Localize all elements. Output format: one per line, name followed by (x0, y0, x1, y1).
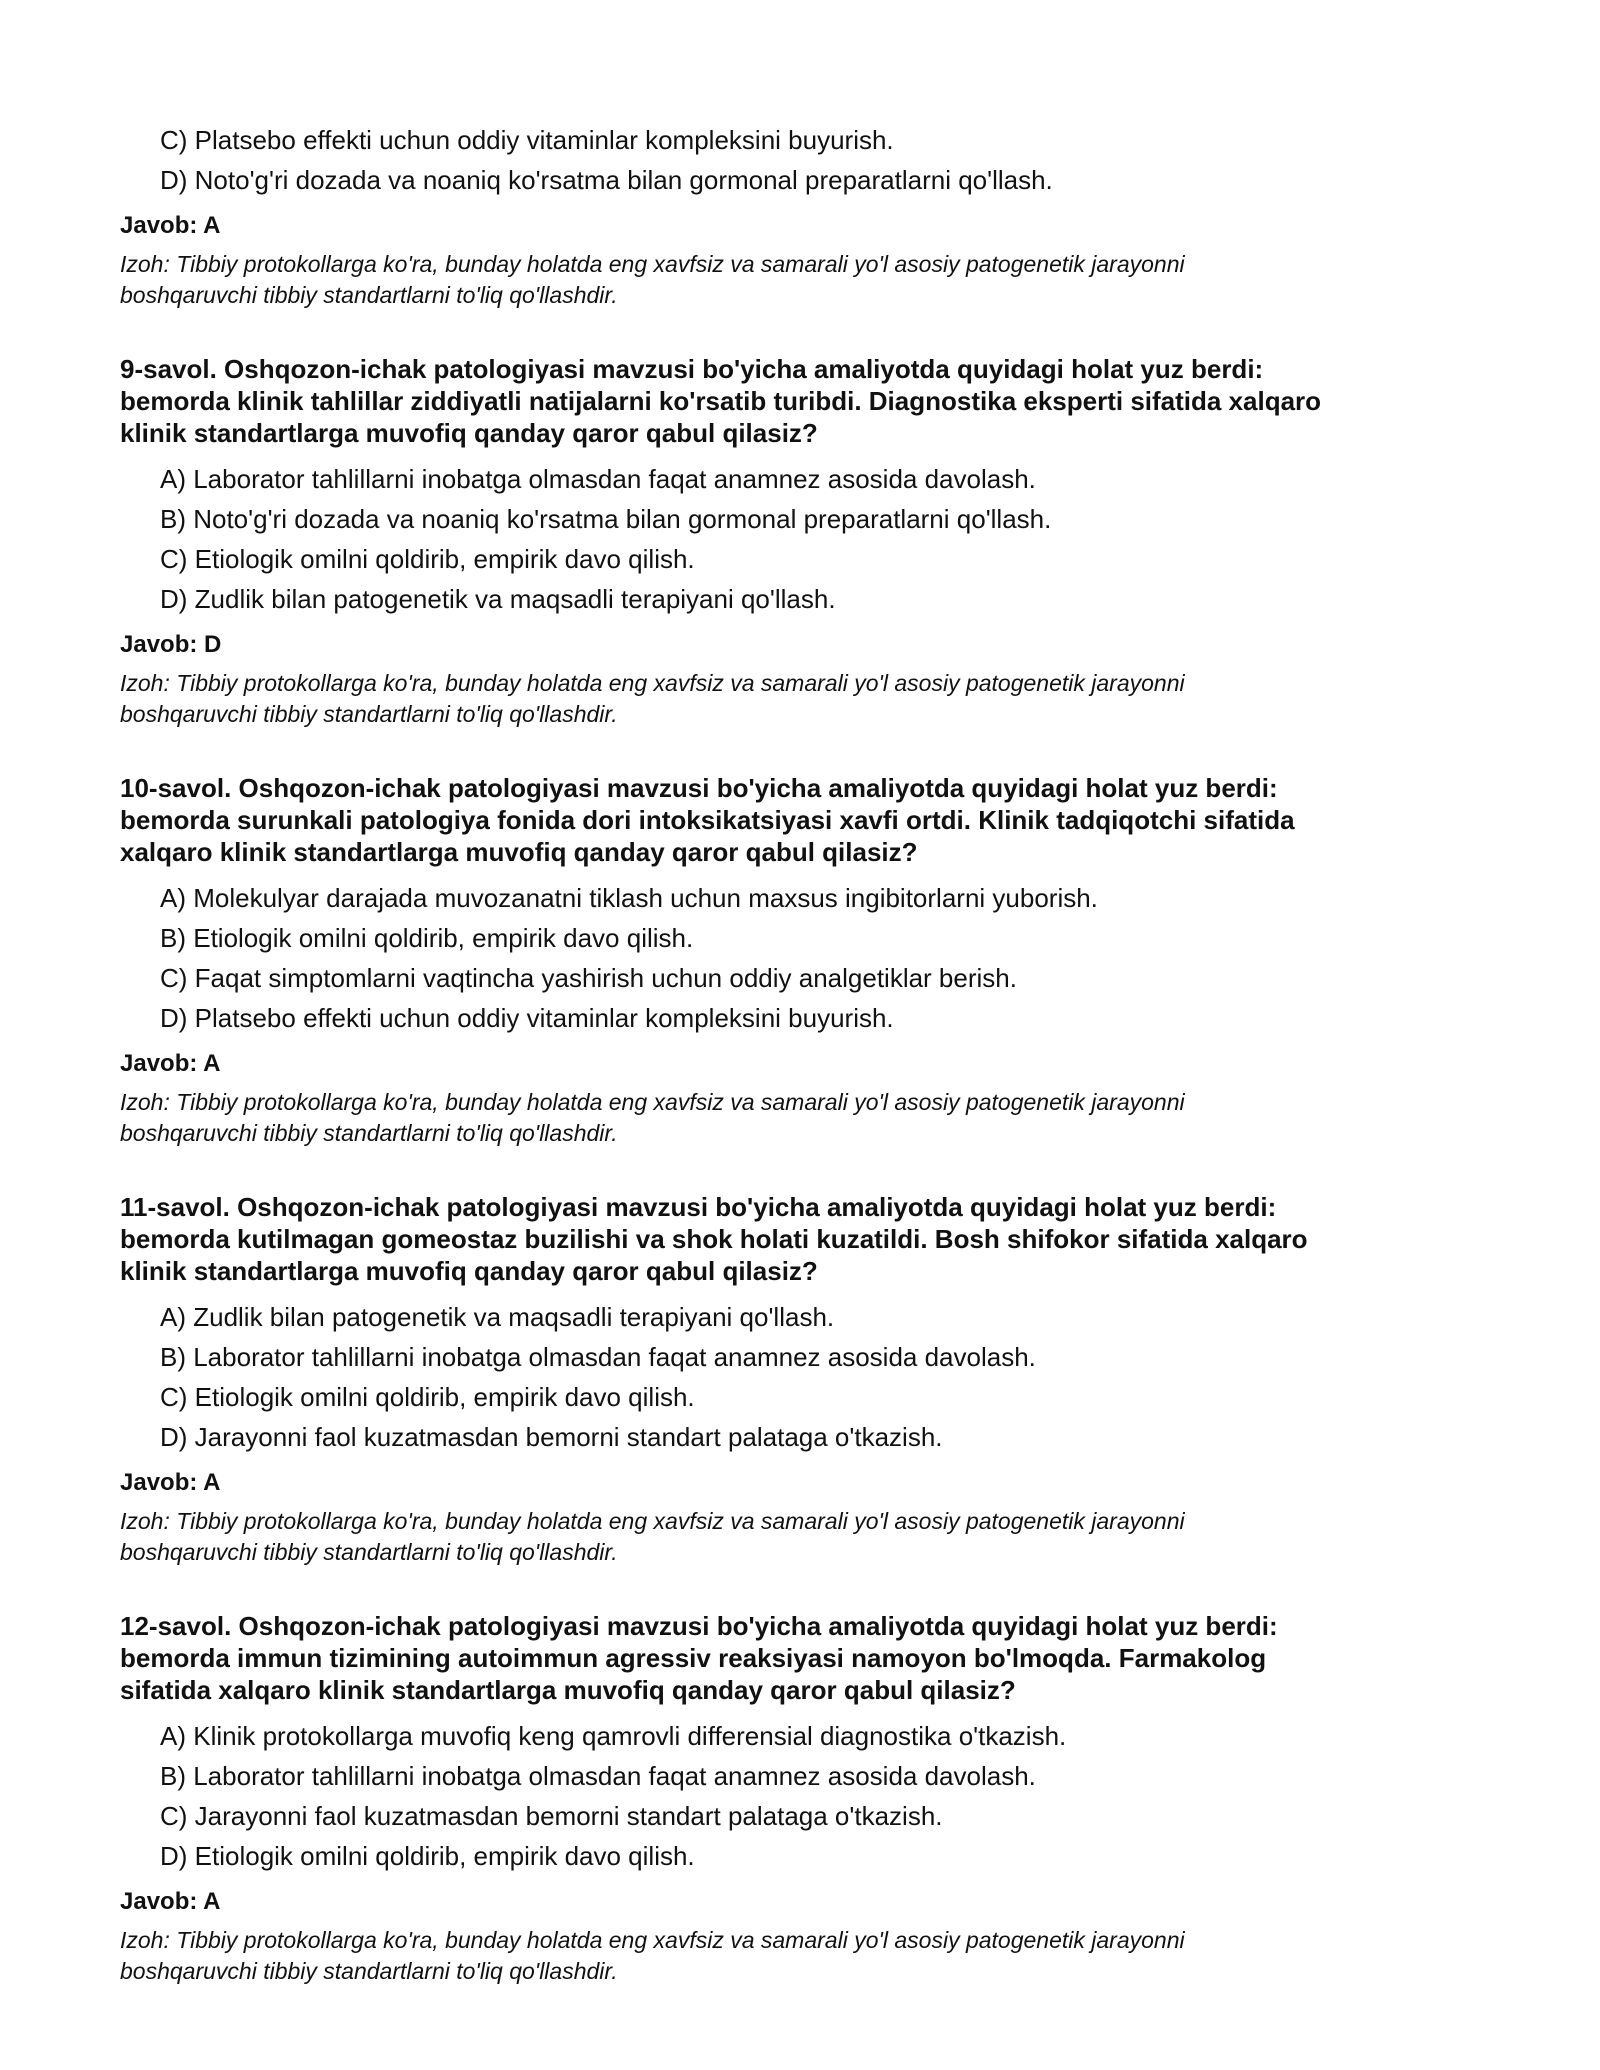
question-title-line: 12-savol. Oshqozon-ichak patologiyasi mavzusi bo'yicha amaliyotda quyidagi holat yuz berdi: (120, 1611, 1278, 1641)
answer-option: D) Etiologik omilni qoldirib, empirik davo qilish. (160, 1841, 695, 1871)
question-title-line: 10-savol. Oshqozon-ichak patologiyasi mavzusi bo'yicha amaliyotda quyidagi holat yuz berdi: (120, 773, 1278, 803)
question-title (120, 353, 1480, 449)
explanation-note (120, 249, 1480, 311)
explanation-line: boshqaruvchi tibbiy standartlarni to'liq qo'llashdir. (120, 1120, 618, 1146)
answer-option: D) Zudlik bilan patogenetik va maqsadli terapiyani qo'llash. (160, 584, 836, 614)
answer-option: C) Jarayonni faol kuzatmasdan bemorni standart palataga o'tkazish. (160, 1801, 943, 1831)
question-title-line: bemorda klinik tahlillar ziddiyatli natijalarni ko'rsatib turibdi. Diagnostika eksperti sifatida xalqaro (120, 386, 1322, 416)
correct-answer: Javob: D (120, 631, 222, 658)
question-12 (120, 1610, 1480, 1987)
question-title-line: xalqaro klinik standartlarga muvofiq qanday qaror qabul qilasiz? (120, 837, 918, 867)
question-title (120, 772, 1480, 868)
answer-option: A) Klinik protokollarga muvofiq keng qamrovli differensial diagnostika o'tkazish. (160, 1721, 1067, 1751)
answer-option: D) Jarayonni faol kuzatmasdan bemorni standart palataga o'tkazish. (160, 1422, 943, 1452)
answer-option: C) Etiologik omilni qoldirib, empirik davo qilish. (160, 544, 695, 574)
answer-option: B) Laborator tahlillarni inobatga olmasdan faqat anamnez asosida davolash. (160, 1342, 1036, 1372)
answer-option: D) Platsebo effekti uchun oddiy vitaminlar kompleksini buyurish. (160, 1003, 894, 1033)
answer-option: A) Zudlik bilan patogenetik va maqsadli terapiyani qo'llash. (160, 1302, 835, 1332)
explanation-line: boshqaruvchi tibbiy standartlarni to'liq qo'llashdir. (120, 282, 618, 308)
question-title-line: klinik standartlarga muvofiq qanday qaror qabul qilasiz? (120, 1256, 818, 1286)
answer-option: C) Etiologik omilni qoldirib, empirik davo qilish. (160, 1382, 695, 1412)
answer-option: B) Etiologik omilni qoldirib, empirik davo qilish. (160, 923, 694, 953)
question-title-line: sifatida xalqaro klinik standartlarga muvofiq qanday qaror qabul qilasiz? (120, 1675, 1016, 1705)
question-title-line: 9-savol. Oshqozon-ichak patologiyasi mavzusi bo'yicha amaliyotda quyidagi holat yuz berdi: (120, 354, 1264, 384)
answer-option: C) Platsebo effekti uchun oddiy vitaminlar kompleksini buyurish. (160, 125, 894, 155)
correct-answer: Javob: A (120, 1469, 221, 1496)
explanation-line: Izoh: Tibbiy protokollarga ko'ra, bunday holatda eng xavfsiz va samarali yo'l asosiy patogenetik jarayonni (120, 1927, 1185, 1953)
explanation-line: Izoh: Tibbiy protokollarga ko'ra, bunday holatda eng xavfsiz va samarali yo'l asosiy patogenetik jarayonni (120, 1508, 1185, 1534)
question-title-line: bemorda immun tizimining autoimmun agressiv reaksiyasi namoyon bo'lmoqda. Farmakolog (120, 1643, 1267, 1673)
correct-answer: Javob: A (120, 212, 221, 239)
answer-option: B) Noto'g'ri dozada va noaniq ko'rsatma bilan gormonal preparatlarni qo'llash. (160, 504, 1052, 534)
question-title (120, 1191, 1480, 1287)
question-title-line: bemorda surunkali patologiya fonida dori intoksikatsiyasi xavfi ortdi. Klinik tadqiqotchi sifatida (120, 805, 1295, 835)
question-9 (120, 353, 1480, 730)
explanation-line: boshqaruvchi tibbiy standartlarni to'liq qo'llashdir. (120, 1958, 618, 1984)
question-title-line: klinik standartlarga muvofiq qanday qaror qabul qilasiz? (120, 418, 818, 448)
question-title-line: bemorda kutilmagan gomeostaz buzilishi va shok holati kuzatildi. Bosh shifokor sifatida xalqaro (120, 1224, 1308, 1254)
explanation-line: Izoh: Tibbiy protokollarga ko'ra, bunday holatda eng xavfsiz va samarali yo'l asosiy patogenetik jarayonni (120, 670, 1185, 696)
explanation-line: Izoh: Tibbiy protokollarga ko'ra, bunday holatda eng xavfsiz va samarali yo'l asosiy patogenetik jarayonni (120, 251, 1185, 277)
answer-option: A) Molekulyar darajada muvozanatni tiklash uchun maxsus ingibitorlarni yuborish. (160, 883, 1098, 913)
document-page (120, 120, 1480, 1987)
question-title-line: 11-savol. Oshqozon-ichak patologiyasi mavzusi bo'yicha amaliyotda quyidagi holat yuz berdi: (120, 1192, 1277, 1222)
answer-option: D) Noto'g'ri dozada va noaniq ko'rsatma bilan gormonal preparatlarni qo'llash. (160, 165, 1053, 195)
explanation-note (120, 1506, 1480, 1568)
answer-option: A) Laborator tahlillarni inobatga olmasdan faqat anamnez asosida davolash. (160, 464, 1036, 494)
question-11 (120, 1191, 1480, 1568)
explanation-note (120, 1087, 1480, 1149)
explanation-note (120, 1925, 1480, 1987)
answer-option: C) Faqat simptomlarni vaqtincha yashirish uchun oddiy analgetiklar berish. (160, 963, 1017, 993)
correct-answer: Javob: A (120, 1888, 221, 1915)
question-continuation (120, 120, 1480, 311)
question-title (120, 1610, 1480, 1706)
explanation-line: Izoh: Tibbiy protokollarga ko'ra, bunday holatda eng xavfsiz va samarali yo'l asosiy patogenetik jarayonni (120, 1089, 1185, 1115)
answer-option: B) Laborator tahlillarni inobatga olmasdan faqat anamnez asosida davolash. (160, 1761, 1036, 1791)
explanation-line: boshqaruvchi tibbiy standartlarni to'liq qo'llashdir. (120, 701, 618, 727)
question-10 (120, 772, 1480, 1149)
explanation-note (120, 668, 1480, 730)
explanation-line: boshqaruvchi tibbiy standartlarni to'liq qo'llashdir. (120, 1539, 618, 1565)
correct-answer: Javob: A (120, 1050, 221, 1077)
